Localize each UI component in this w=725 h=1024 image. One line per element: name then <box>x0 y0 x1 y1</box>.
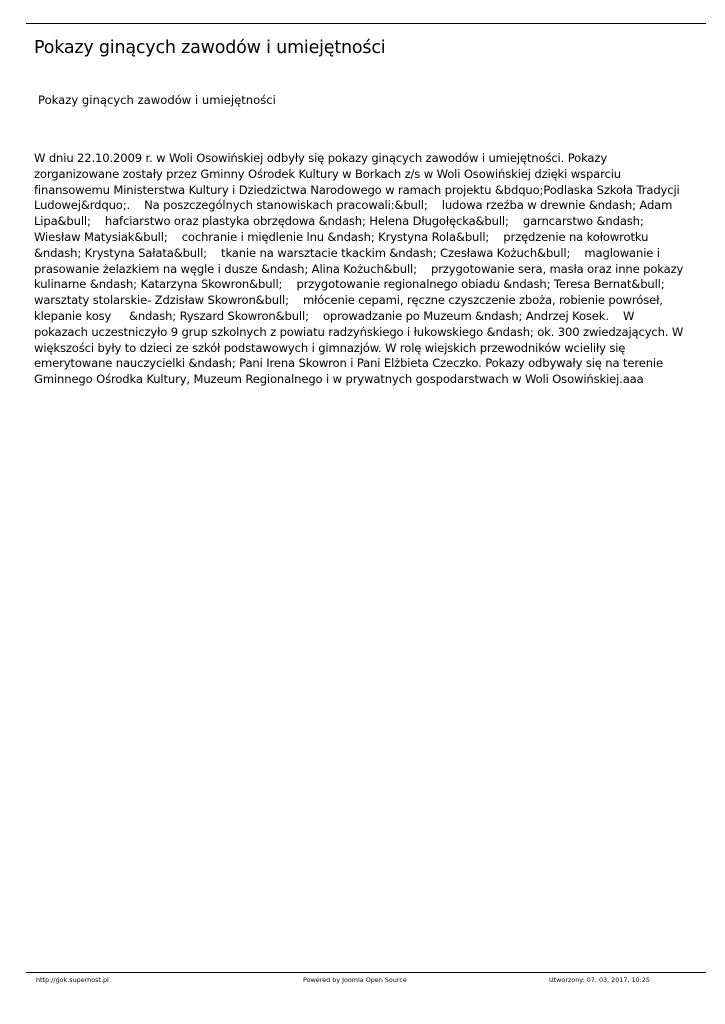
article-body: W dniu 22.10.2009 r. w Woli Osowińskiej odbyły się pokazy ginących zawodów i umiejętności. Pokazy zorganizowane zostały przez Gminny Ośrodek Kultury w Borkach z/s w Woli Osowińskiej dzięki wsparciu finansowemu Ministerstwa Kultury i Dziedzictwa Narodowego w ramach projektu &bdquo;Podlaska Szkoła Tradycji Ludowej&rdquo;. Na poszczególnych stanowiskach pracowali:&bull; ludowa rzeźba w drewnie &ndash; Adam Lipa&bull; hafciarstwo oraz plastyka obrzędowa &ndash; Helena Długołęcka&bull; garncarstwo &ndash; Wiesław Matysiak&bull; cochranie i międlenie lnu &ndash; Krystyna Rola&bull; przędzenie na kołowrotku &ndash; Krystyna Sałata&bull; tkanie na warsztacie tkackim &ndash; Czesława Kożuch&bull; maglowanie i prasowanie żelazkiem na węgle i dusze &ndash; Alina Kożuch&bull; przygotowanie sera, masła oraz inne pokazy kulinarne &ndash; Katarzyna Skowron&bull; przygotowanie regionalnego obiadu &ndash; Teresa Bernat&bull; warsztaty stolarskie- Zdzisław Skowron&bull; młócenie cepami, ręczne czyszczenie zboża, robienie powróseł, klepanie kosy &ndash; Ryszard Skowron&bull; oprowadzanie po Muzeum &ndash; Andrzej Kosek. W pokazach uczestniczyło 9 grup szkolnych z powiatu radzyńskiego i łukowskiego &ndash; ok. 300 zwiedzających. W większości były to dzieci ze szkół podstawowych i gimnazjów. W rolę wiejskich przewodników wcieliły się emerytowane nauczycielki &ndash; Pani Irena Skowron i Pani Elżbieta Czeczko. Pokazy odbywały się na terenie Gminnego Ośrodka Kultury, Muzeum Regionalnego i w prywatnych gospodarstwach w Woli Osowińskiej.aaa <box>34 151 687 387</box>
footer-created-date: Utworzony: 07. 03. 2017, 10:25 <box>549 976 650 984</box>
footer-divider <box>26 972 706 973</box>
article-subtitle: Pokazy ginących zawodów i umiejętności <box>38 93 276 107</box>
top-divider <box>26 23 706 24</box>
footer-powered-by: Powered by Joomla Open Source <box>303 976 407 984</box>
page-title: Pokazy ginących zawodów i umiejętności <box>34 38 386 58</box>
footer-site-url[interactable]: http://gok.superhost.pl <box>36 976 109 984</box>
